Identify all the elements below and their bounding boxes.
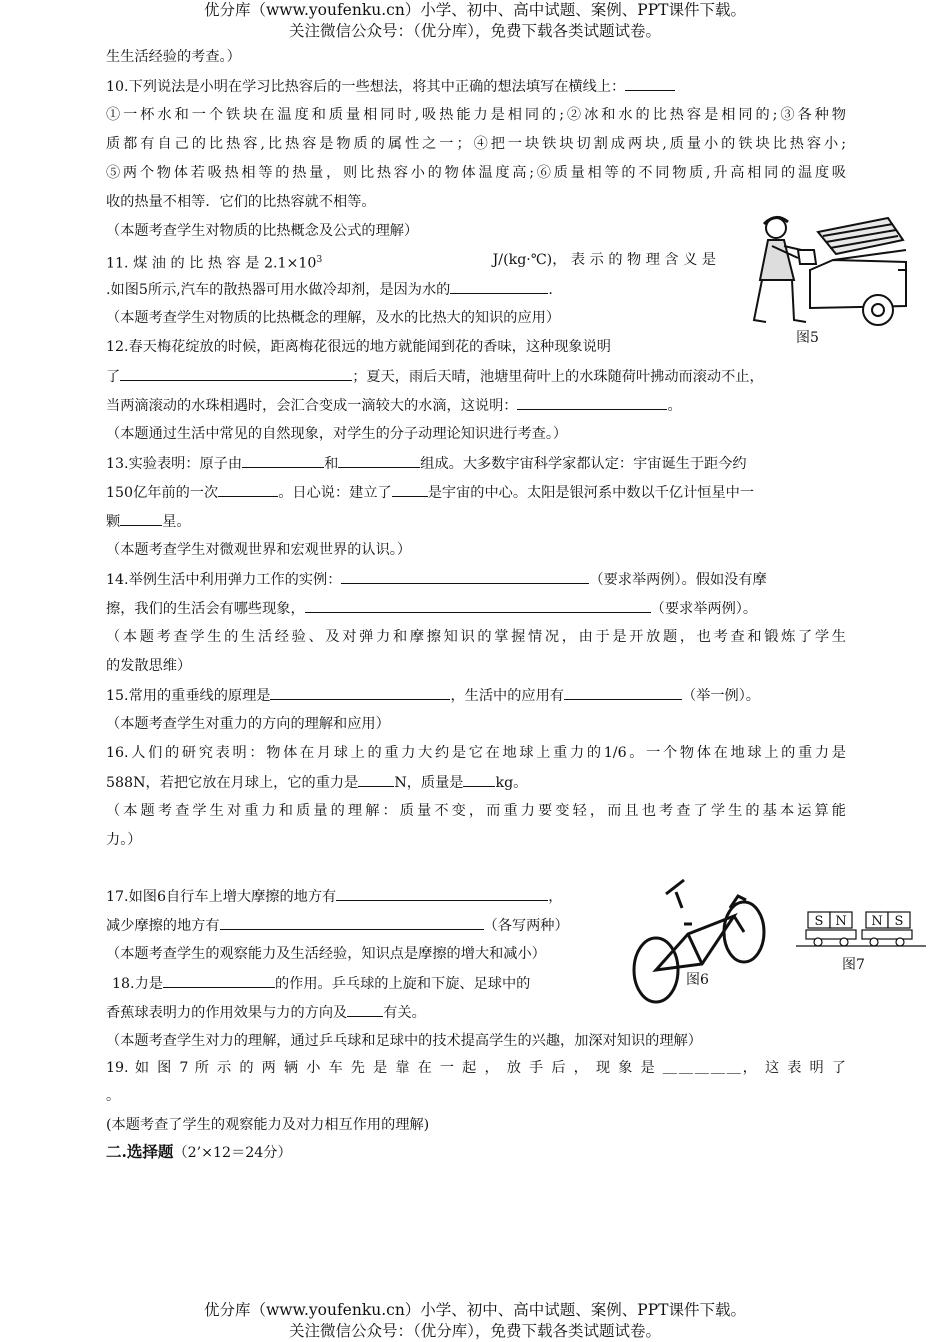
question-note: (本题考查了学生的观察能力及对力相互作用的理解) <box>106 1117 430 1133</box>
question-17-line: 减少摩擦的地方有 （各写两种） <box>106 915 569 936</box>
question-18-line: 香蕉球表明力的作用效果与力的方向及 有关。 <box>106 1002 426 1023</box>
question-note: 力。） <box>106 832 142 848</box>
question-note: （本题考查学生对物质的比热概念的理解，及水的比热大的知识的应用） <box>106 310 561 326</box>
question-10: 10.下列说法是小明在学习比热容后的一些想法，将其中正确的想法填写在横线上： <box>106 76 675 97</box>
page-footer <box>0 1300 950 1342</box>
question-19: 19. 如 图 7 所 示 的 两 辆 小 车 先 是 靠 在 一 起 ， 放 手 后 ， 现 象 是 ＿＿＿＿＿， 这 表 明 了 <box>106 1060 846 1076</box>
section-2-heading: 二.选择题（2’×12＝24分） <box>106 1142 292 1161</box>
magnet-pole-label: N <box>835 914 847 929</box>
footer-line-1: 优分库（www.youfenku.cn）小学、初中、高中试题、案例、PPT课件下载。 <box>203 1301 747 1319</box>
question-10-line: ⑤两个物体若吸热相等的热量，则比热容小的物体温度高;⑥质量相等的不同物质,升高相同的温度吸 <box>106 165 846 181</box>
question-note: （本题考查学生对微观世界和宏观世界的认识。） <box>106 542 412 558</box>
question-10-line: ①一杯水和一个铁块在温度和质量相同时,吸热能力是相同的;②冰和水的比热容是相同的;③各种物 <box>106 107 846 123</box>
magnet-pole-label: S <box>814 914 824 929</box>
question-note: （本题考查学生对物质的比热概念及公式的理解） <box>106 223 419 239</box>
question-11: 11. 煤 油 的 比 热 容 是 $2.1\times 10^3$ J/(kg·℃)， 表 示 的 物 理 含 义 是 <box>106 252 716 272</box>
question-note: 的发散思维） <box>106 658 192 674</box>
question-14: 14.举例生活中利用弹力工作的实例： （要求举两例）。假如没有摩 <box>106 569 767 590</box>
question-note: （本题通过生活中常见的自然现象，对学生的分子动理论知识进行考查。） <box>106 426 568 442</box>
question-18: 18.力是 的作用。乒乓球的上旋和下旋、足球中的 <box>112 973 530 994</box>
header-line-2: 关注微信公众号：（优分库），免费下载各类试题试卷。 <box>288 22 661 40</box>
question-16-line: 588N，若把它放在月球上，它的重力是 N，质量是 kg。 <box>106 772 527 793</box>
question-13-line: 150亿年前的一次 。日心说：建立了 是宇宙的中心。太阳是银河系中数以千亿计恒星中一 <box>106 482 754 503</box>
figure-5-caption: 图5 <box>796 330 819 346</box>
question-12-line: 当两滴滚动的水珠相遇时，会汇合变成一滴较大的水滴，这说明： 。 <box>106 395 682 416</box>
question-note: （本题考查学生的生活经验、及对弹力和摩擦知识的掌握情况，由于是开放题，也考查和锻炼了学生 <box>106 629 846 645</box>
question-note: （本题考查学生的观察能力及生活经验，知识点是摩擦的增大和减小） <box>106 946 546 962</box>
footer-line-2: 关注微信公众号：（优分库），免费下载各类试题试卷。 <box>288 1322 661 1340</box>
question-10-line: 质都有自己的比热容,比热容是物质的属性之一；④把一块铁块切割成两块,质量小的铁块比热容小; <box>106 136 846 152</box>
question-12-line: 了 ；夏天，雨后天晴，池塘里荷叶上的水珠随荷叶拂动而滚动不止， <box>106 366 764 387</box>
figure-7-caption: 图7 <box>842 957 865 973</box>
figure-6-caption: 图6 <box>686 972 709 988</box>
magnet-pole-label: N <box>871 914 883 929</box>
question-11-line: .如图5所示,汽车的散热器可用水做冷却剂，是因为水的 . <box>106 279 553 300</box>
page-header <box>0 0 950 42</box>
question-14-line: 擦，我们的生活会有哪些现象， （要求举两例）。 <box>106 598 757 619</box>
question-note: （本题考查学生对力的理解，通过乒乓球和足球中的技术提高学生的兴趣，加深对知识的理解） <box>106 1033 702 1049</box>
question-15: 15.常用的重垂线的原理是 ，生活中的应用有 （举一例）。 <box>106 685 760 706</box>
question-13: 13.实验表明：原子由 和 组成。大多数宇宙科学家都认定：宇宙诞生于距今约 <box>106 453 747 474</box>
question-note: （本题考查学生对重力和质量的理解：质量不变，而重力要变轻，而且也考查了学生的基本运算能 <box>106 803 846 819</box>
question-19-line: 。 <box>106 1088 121 1104</box>
mechanic-car-figure <box>738 210 908 328</box>
question-13-line: 颗 星。 <box>106 511 191 532</box>
question-note: （本题考查学生对重力的方向的理解和应用） <box>106 716 390 732</box>
question-17: 17.如图6自行车上增大摩擦的地方有 ， <box>106 886 562 907</box>
question-16: 16.人们的研究表明：物体在月球上的重力大约是它在地球上重力的1/6。一个物体在地球上的重力是 <box>106 745 846 761</box>
question-10-line: 收的热量不相等．它们的比热容就不相等。 <box>106 194 376 210</box>
magnet-pole-label: S <box>894 914 904 929</box>
header-line-1: 优分库（www.youfenku.cn）小学、初中、高中试题、案例、PPT课件下载。 <box>203 1 747 19</box>
question-12: 12.春天梅花绽放的时候，距离梅花很远的地方就能闻到花的香味，这种现象说明 <box>106 339 611 355</box>
magnet-carts-figure <box>796 910 926 950</box>
text-line: 生生活经验的考查。） <box>106 49 241 65</box>
